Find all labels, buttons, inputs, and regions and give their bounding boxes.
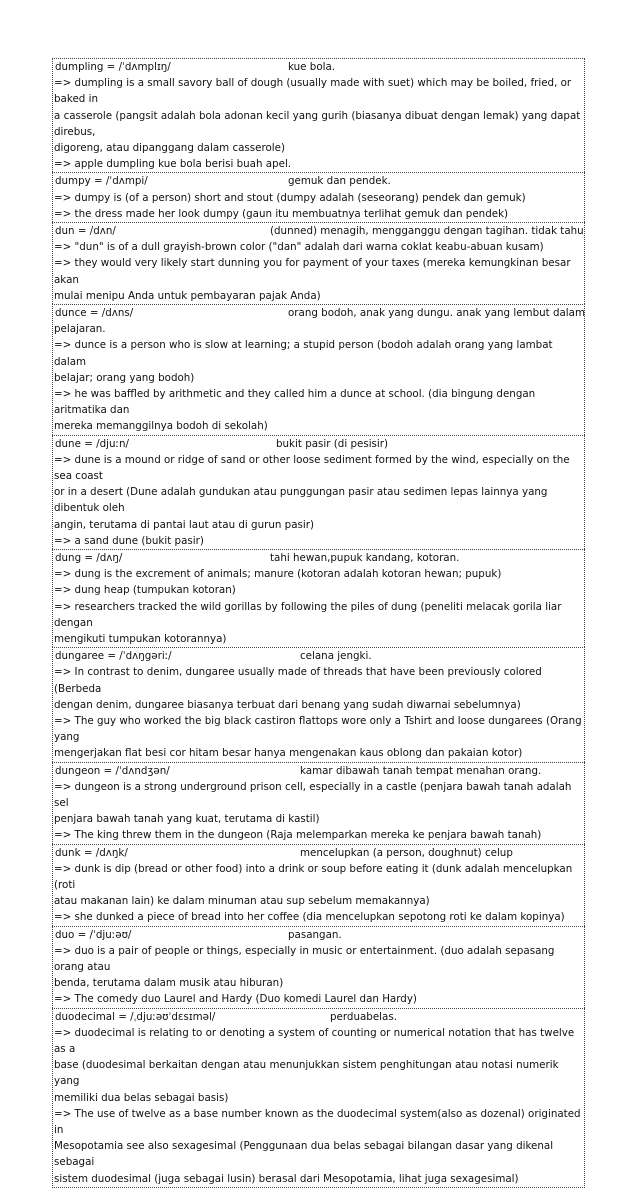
- entry-text-line: angin, terutama di pantai laut atau di gurun pasir): [54, 518, 314, 531]
- entry-translation: perduabelas.: [330, 1010, 397, 1023]
- dictionary-entry: [52, 58, 585, 172]
- entry-text-line: atau makanan lain) ke dalam minuman atau sup sebelum memakannya): [54, 895, 430, 908]
- entry-text-line: mengerjakan flat besi cor hitam besar hanya mengenakan kaus oblong dan pakaian kotor): [54, 747, 523, 760]
- entry-text-line: => apple dumpling kue bola berisi buah apel.: [54, 158, 292, 171]
- entry-text-line: => The guy who worked the big black castiron flattops wore only a Tshirt and loose dungarees (Orang yang: [54, 715, 585, 744]
- entry-term: dumpling = /ˈdʌmplɪŋ/: [55, 61, 171, 73]
- entry-text-line: => duodecimal is relating to or denoting a system of counting or numerical notation that has twelve as a: [54, 1026, 578, 1056]
- entry-term: dumpy = /ˈdʌmpi/: [55, 175, 148, 188]
- entry-term: dun = /dʌn/: [55, 225, 116, 237]
- entry-translation: tahi hewan,pupuk kandang, kotoran.: [270, 552, 460, 565]
- entry-text-line: base (duodesimal berkaitan dengan atau menunjukkan sistem penghitungan atau notasi numerik yang: [54, 1059, 562, 1088]
- entry-text-line: => dunce is a person who is slow at learning; a stupid person (bodoh adalah orang yang lambat dalam: [54, 339, 556, 368]
- dictionary-entry: [52, 926, 585, 1008]
- entry-header: [54, 927, 583, 943]
- entry-text-line: => The king threw them in the dungeon (Raja melemparkan mereka ke penjara bawah tanah): [54, 829, 542, 842]
- dictionary-page: [52, 58, 585, 1188]
- entry-term: dunk = /dʌŋk/: [55, 846, 128, 859]
- entry-text-line: benda, terutama dalam musik atau hiburan): [54, 977, 284, 990]
- entry-text-line: => dumpling is a small savory ball of dough (usually made with suet) which may be boiled, fried, or baked in: [54, 77, 575, 106]
- entry-translation: orang bodoh, anak yang dungu. anak yang lembut dalam: [288, 307, 586, 319]
- entry-term: duo = /ˈdjuːəʊ/: [55, 928, 132, 941]
- entry-translation: kue bola.: [288, 61, 336, 73]
- entry-term: dungeon = /ˈdʌndʒən/: [55, 764, 170, 777]
- dictionary-entry: [52, 1008, 585, 1188]
- entry-translation: pasangan.: [288, 928, 342, 941]
- entry-text-line: penjara bawah tanah yang kuat, terutama di kastil): [54, 813, 320, 826]
- entry-text-line: => she dunked a piece of bread into her coffee (dia mencelupkan sepotong roti ke dalam kopinya): [54, 911, 565, 924]
- entry-header: [54, 1009, 583, 1025]
- entry-term: dune = /djuːn/: [55, 437, 129, 450]
- entry-text-line: => the dress made her look dumpy (gaun itu membuatnya terlihat gemuk dan pendek): [54, 207, 509, 220]
- entry-translation: celana jengki.: [300, 650, 372, 663]
- dictionary-entry: [52, 172, 585, 222]
- entry-text-line: => duo is a pair of people or things, especially in music or entertainment. (duo adalah sepasang orang atau: [54, 944, 558, 974]
- entry-text-line: Mesopotamia see also sexagesimal (Penggunaan dua belas sebagai bilangan dasar yang dikenal sebagai: [54, 1140, 557, 1169]
- entry-text-line: => dumpy is (of a person) short and stout (dumpy adalah (seseorang) pendek dan gemuk): [54, 191, 526, 204]
- entry-header: [54, 173, 583, 189]
- entry-translation: (dunned) menagih, mengganggu dengan tagihan. tidak tahu: [270, 225, 584, 237]
- entry-text-line: a casserole (pangsit adalah bola adonan kecil yang gurih (biasanya dibuat dengan lemak) yang dapat direbus,: [54, 109, 584, 138]
- entry-translation: kamar dibawah tanah tempat menahan orang.: [300, 764, 542, 777]
- entry-text-line: => dungeon is a strong underground prison cell, especially in a castle (penjara bawah tanah adalah sel: [54, 780, 575, 810]
- entry-header: [54, 550, 583, 566]
- entry-header: [54, 845, 583, 861]
- entry-term: dungaree = /ˈdʌŋgəriː/: [55, 650, 172, 663]
- entry-translation: gemuk dan pendek.: [288, 175, 391, 188]
- dictionary-entry: [52, 844, 585, 926]
- entry-text-line: belajar; orang yang bodoh): [54, 371, 195, 384]
- entry-text-line: pelajaran.: [54, 323, 106, 336]
- entry-text-line: dengan denim, dungaree biasanya terbuat dari benang yang sudah diwarnai sebelumnya): [54, 698, 521, 711]
- entry-text-line: mengikuti tumpukan kotorannya): [54, 633, 227, 646]
- entry-text-line: => "dun" is of a dull grayish-brown color ("dan" adalah dari warna coklat keabu-abuan kusam): [54, 241, 544, 254]
- dictionary-entry: [52, 435, 585, 549]
- entry-text-line: mereka memanggilnya bodoh di sekolah): [54, 420, 268, 433]
- entry-text-line: => dung is the excrement of animals; manure (kotoran adalah kotoran hewan; pupuk): [54, 568, 502, 581]
- entry-text-line: => dune is a mound or ridge of sand or other loose sediment formed by the wind, especially on the sea coast: [54, 453, 573, 482]
- entry-term: duodecimal = /ˌdjuːəʊˈdɛsɪməl/: [55, 1010, 216, 1023]
- entry-text-line: => a sand dune (bukit pasir): [54, 534, 204, 547]
- dictionary-entry: [52, 304, 585, 435]
- entry-text-line: => dung heap (tumpukan kotoran): [54, 584, 236, 597]
- dictionary-entry: [52, 762, 585, 844]
- entry-term: dunce = /dʌns/: [55, 307, 134, 319]
- dictionary-entry: [52, 647, 585, 761]
- entry-term: dung = /dʌŋ/: [55, 552, 123, 565]
- entry-text-line: digoreng, atau dipanggang dalam casserole): [54, 142, 286, 154]
- entry-text-line: => dunk is dip (bread or other food) into a drink or soup before eating it (dunk adalah mencelupkan (roti: [54, 862, 576, 892]
- entry-text-line: or in a desert (Dune adalah gundukan atau punggungan pasir atau sedimen lepas lainnya yang dibentuk oleh: [54, 486, 551, 515]
- entry-header: [54, 436, 583, 452]
- entry-text-line: memiliki dua belas sebagai basis): [54, 1091, 229, 1104]
- entry-header: [54, 59, 583, 75]
- dictionary-entry: [52, 549, 585, 647]
- entry-header: [54, 648, 583, 664]
- entry-text-line: mulai menipu Anda untuk pembayaran pajak Anda): [54, 289, 321, 302]
- entry-translation: mencelupkan (a person, doughnut) celup: [300, 846, 513, 859]
- entry-text-line: => In contrast to denim, dungaree usually made of threads that have been previously colored (Berbeda: [54, 666, 546, 695]
- entry-text-line: => The use of twelve as a base number known as the duodecimal system(also as dozenal) originated in: [54, 1107, 584, 1137]
- entry-header: [54, 763, 583, 779]
- dictionary-entry: [52, 222, 585, 304]
- entry-header: [54, 223, 583, 239]
- entry-translation: bukit pasir (di pesisir): [276, 437, 389, 450]
- entry-text-line: => researchers tracked the wild gorillas by following the piles of dung (peneliti melacak gorila liar dengan: [54, 600, 565, 629]
- entry-header: [54, 305, 586, 321]
- entry-text-line: sistem duodesimal (juga sebagai lusin) berasal dari Mesopotamia, lihat juga sexagesimal): [54, 1172, 519, 1185]
- entry-text-line: => he was baffled by arithmetic and they called him a dunce at school. (dia bingung dengan aritmatika dan: [54, 388, 539, 417]
- entry-text-line: => The comedy duo Laurel and Hardy (Duo komedi Laurel dan Hardy): [54, 993, 417, 1006]
- entry-text-line: => they would very likely start dunning you for payment of your taxes (mereka kemungkinan besar akan: [54, 257, 574, 286]
